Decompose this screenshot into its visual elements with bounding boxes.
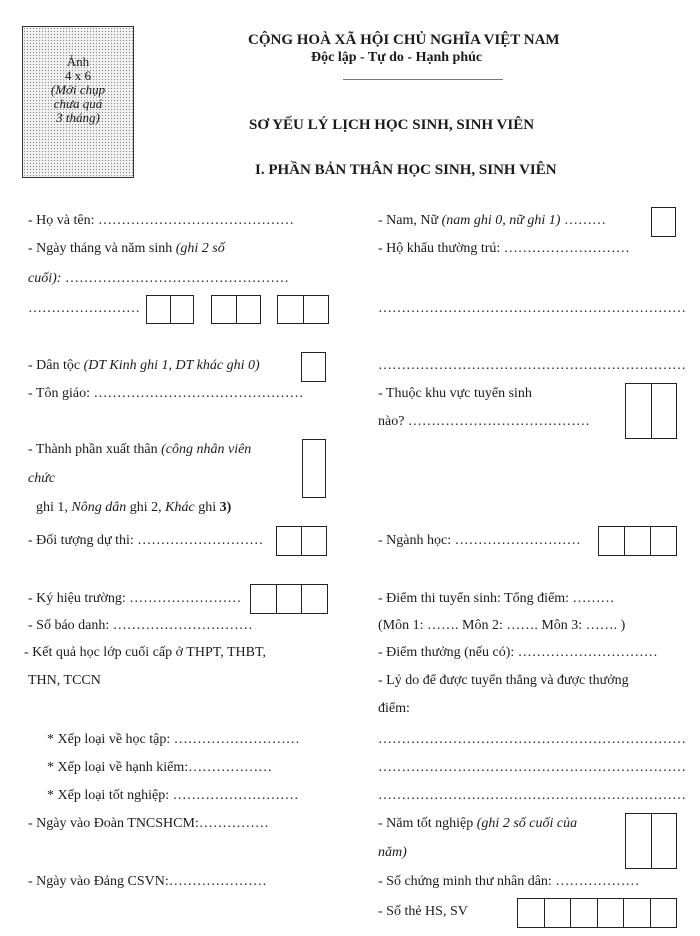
ethnic-box[interactable] — [301, 352, 326, 382]
dob-label — [28, 241, 225, 257]
origin-g1: ghi 1, — [36, 500, 68, 515]
candidate-field[interactable]: - Đối tượng dự thi: ……………………… — [28, 533, 264, 548]
region-boxes[interactable] — [625, 383, 677, 439]
bonus-field[interactable]: - Điểm thưởng (nếu có): ………………………… — [378, 645, 658, 660]
nation-heading: CỘNG HOÀ XÃ HỘI CHỦ NGHĨA VIỆT NAM — [248, 32, 560, 48]
dob-text: - Ngày tháng và năm sinh — [28, 241, 173, 256]
conduct-rank-field[interactable]: * Xếp loại về hạnh kiểm:……………… — [47, 760, 273, 775]
origin-text: - Thành phần xuất thân — [28, 442, 158, 457]
dob-field[interactable] — [28, 271, 289, 287]
grad-year-boxes[interactable] — [625, 813, 677, 869]
dob-dots: ………………………………………… — [64, 271, 289, 286]
section-title: I. PHẦN BẢN THÂN HỌC SINH, SINH VIÊN — [255, 162, 557, 178]
grad-year-label — [378, 816, 577, 832]
photo-note-3: 3 tháng) — [56, 110, 100, 125]
photo-note-2: chưa quá — [53, 96, 103, 111]
ethnic-note: (DT Kinh ghi 1, DT khác ghi 0) — [83, 358, 260, 373]
graduation-rank-field[interactable]: * Xếp loại tốt nghiệp: ……………………… — [47, 788, 299, 803]
origin-g2: ghi 2, — [129, 500, 162, 515]
dob-month-boxes[interactable] — [211, 295, 261, 324]
dob-year-boxes[interactable] — [277, 295, 329, 324]
grad-year-nam: năm) — [378, 845, 407, 860]
header-divider — [343, 79, 503, 80]
sbd-field[interactable]: - Số báo danh: ………………………… — [28, 618, 253, 633]
reason-label: - Lý do để được tuyển thẳng và được thưởng — [378, 673, 629, 688]
sex-field[interactable] — [378, 213, 606, 229]
name-field[interactable]: - Họ và tên: …………………………………… — [28, 213, 294, 228]
major-field[interactable]: - Ngành học: ……………………… — [378, 533, 581, 548]
reason-line-1[interactable]: ………………………………………………………… — [378, 732, 686, 747]
grad-year-note-2 — [378, 845, 407, 861]
dob-dots-2: …………………… — [28, 301, 140, 316]
reason-label-2: điểm: — [378, 701, 410, 716]
study-rank-field[interactable]: * Xếp loại về học tập: ……………………… — [47, 732, 300, 747]
form-title: SƠ YẾU LÝ LỊCH HỌC SINH, SINH VIÊN — [249, 117, 535, 133]
ethnic-label — [28, 358, 260, 374]
student-card-label: - Số thẻ HS, SV — [378, 904, 468, 919]
religion-field[interactable]: - Tôn giáo: ……………………………………… — [28, 386, 304, 401]
reason-line-2[interactable]: ………………………………………………………… — [378, 760, 686, 775]
photo-size: 4 x 6 — [65, 68, 91, 83]
origin-farmer: Nông dân — [71, 500, 127, 515]
id-card-field[interactable]: - Số chứng minh thư nhân dân: ……………… — [378, 874, 640, 889]
origin-box[interactable] — [302, 439, 326, 498]
sex-note: (nam ghi 0, nữ ghi 1) — [441, 213, 561, 228]
school-code-boxes[interactable] — [250, 584, 328, 614]
grad-year-note: (ghi 2 số cuối của — [476, 816, 578, 831]
subject-scores[interactable]: (Môn 1: ……. Môn 2: ……. Môn 3: ……. ) — [378, 618, 626, 633]
result-line-1: - Kết quả học lớp cuối cấp ở THPT, THBT, — [24, 645, 266, 660]
result-line-2: THN, TCCN — [28, 673, 101, 688]
origin-g3: ghi — [198, 500, 217, 515]
candidate-boxes[interactable] — [276, 526, 327, 556]
residence-line-2[interactable]: ………………………………………………………… — [378, 301, 686, 316]
photo-label: Ảnh — [66, 54, 90, 69]
residence-line-3[interactable]: ………………………………………………………… — [378, 358, 686, 373]
motto: Độc lập - Tự do - Hạnh phúc — [311, 50, 483, 65]
sex-dots: ……… — [563, 213, 606, 228]
origin-chuc: chức — [28, 471, 56, 486]
origin-note-3 — [36, 500, 231, 516]
grad-year-text: - Năm tốt nghiệp — [378, 816, 474, 831]
origin-other: Khác — [165, 500, 195, 515]
dob-day-boxes[interactable] — [146, 295, 194, 324]
school-code-field[interactable]: - Ký hiệu trường: …………………… — [28, 591, 242, 606]
sex-text: - Nam, Nữ — [378, 213, 439, 228]
region-field[interactable]: nào? ………………………………… — [378, 414, 590, 429]
party-field[interactable]: - Ngày vào Đảng CSVN:………………… — [28, 874, 267, 889]
student-card-boxes[interactable] — [517, 898, 677, 928]
exam-score-field[interactable]: - Điểm thi tuyển sinh: Tổng điểm: ……… — [378, 591, 615, 606]
origin-label — [28, 442, 251, 458]
origin-g3-num: 3) — [219, 500, 232, 515]
photo-note-1: (Mới chụp — [50, 82, 106, 97]
ethnic-text: - Dân tộc — [28, 358, 81, 373]
origin-note-2 — [28, 471, 55, 487]
photo-placeholder — [22, 26, 134, 178]
major-boxes[interactable] — [598, 526, 677, 556]
region-label: - Thuộc khu vực tuyển sinh — [378, 386, 532, 401]
origin-note: (công nhân viên — [161, 442, 252, 457]
youth-union-field[interactable]: - Ngày vào Đoàn TNCSHCM:…………… — [28, 816, 269, 831]
dob-note: (ghi 2 số — [175, 241, 225, 256]
dob-note-2: cuối): — [28, 271, 62, 286]
sex-box[interactable] — [651, 207, 676, 237]
residence-field[interactable]: - Hộ khẩu thường trú: ……………………… — [378, 241, 630, 256]
reason-line-3[interactable]: ………………………………………………………… — [378, 788, 686, 803]
